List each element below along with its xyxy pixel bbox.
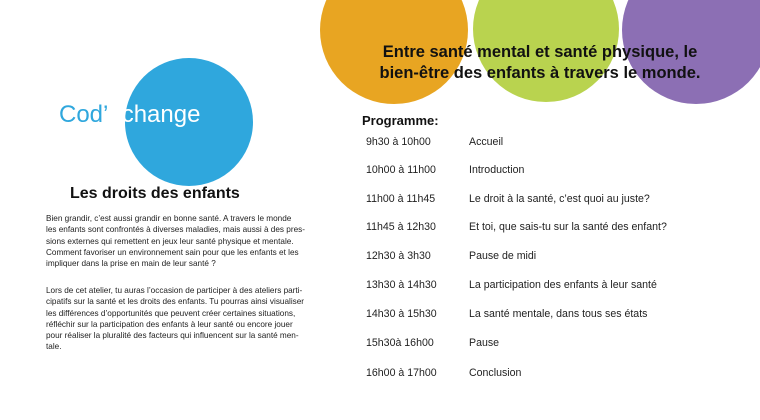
programme-time: 15h30à 16h00 xyxy=(366,337,434,349)
programme-activity: Conclusion xyxy=(469,367,522,379)
programme-label: Programme: xyxy=(362,113,439,128)
paragraph-line: les enfants sont confrontés à diverses maladies, mais aussi à des pres- xyxy=(46,225,305,235)
section-title: Les droits des enfants xyxy=(70,185,240,202)
programme-activity: Accueil xyxy=(469,136,504,148)
programme-activity: Introduction xyxy=(469,164,525,176)
logo-text-part-2: échange xyxy=(108,101,201,128)
programme-activity: La participation des enfants à leur santé xyxy=(469,279,657,291)
workshop-paragraph xyxy=(46,285,338,353)
logo xyxy=(59,100,200,130)
programme-time: 16h00 à 17h00 xyxy=(366,367,437,379)
paragraph-line: réfléchir sur la participation des enfants à leur santé ou encore jouer xyxy=(46,319,293,329)
paragraph-line: Lors de cet atelier, tu auras l’occasion de participer à des ateliers parti- xyxy=(46,286,303,295)
programme-time: 11h00 à 11h45 xyxy=(366,193,436,205)
programme-activity: Pause de midi xyxy=(469,250,537,262)
intro-paragraph xyxy=(46,213,338,269)
paragraph-line: sions externes qui remettent en jeux leur santé physique et mentale. xyxy=(46,236,294,246)
programme-activity: Pause xyxy=(469,337,500,349)
headline-line-2: bien-être des enfants à travers le monde. xyxy=(379,64,701,82)
programme-time: 13h30 à 14h30 xyxy=(366,279,437,291)
programme-activity: Et toi, que sais-tu sur la santé des enfant? xyxy=(469,221,667,233)
programme-time: 12h30 à 3h30 xyxy=(366,250,431,262)
paragraph-line: les différences d’opportunités que peuvent créer certaines situations, xyxy=(46,308,296,318)
programme-time: 9h30 à 10h00 xyxy=(366,136,431,148)
paragraph-line: Comment favoriser un environnement sain pour que les enfants et les xyxy=(46,247,299,257)
paragraph-line: tale. xyxy=(46,342,62,352)
headline xyxy=(328,42,752,84)
paragraph-line: pour réaliser la pluralité des facteurs qui influencent sur la santé men- xyxy=(46,331,299,341)
programme-activity: Le droit à la santé, c’est quoi au juste? xyxy=(469,193,650,205)
paragraph-line: Bien grandir, c’est aussi grandir en bonne santé. A travers le monde xyxy=(46,214,292,223)
logo-text-part-1: Cod’ xyxy=(59,101,109,128)
programme-time: 10h00 à 11h00 xyxy=(366,164,436,176)
paragraph-line: impliquer dans la prise en main de leur santé ? xyxy=(46,259,216,269)
programme-time: 11h45 à 12h30 xyxy=(366,221,436,233)
headline-line-1: Entre santé mental et santé physique, le xyxy=(382,43,698,61)
paragraph-line: cipatifs sur la santé et les droits des enfants. Tu pourras ainsi visualiser xyxy=(46,297,305,307)
programme-activity: La santé mentale, dans tous ses états xyxy=(469,308,648,320)
programme-time: 14h30 à 15h30 xyxy=(366,308,437,320)
